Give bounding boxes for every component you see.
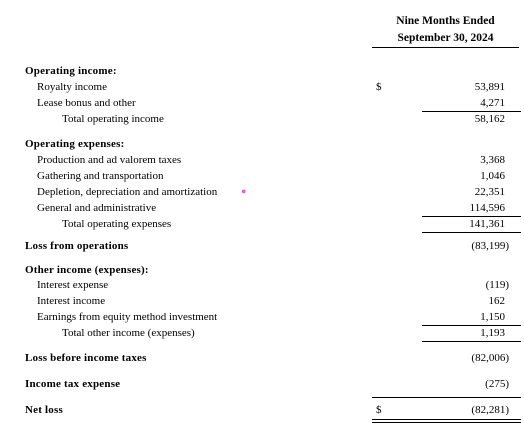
table-row-total-other-income: [0, 325, 524, 341]
column-header-date: September 30, 2024: [372, 30, 519, 48]
row-value: 114,596: [469, 202, 505, 214]
row-value: 162: [488, 295, 505, 307]
row-label: Total operating expenses: [62, 218, 172, 230]
table-row: [0, 277, 524, 293]
row-value: 58,162: [474, 113, 505, 125]
row-label: Depletion, depreciation and amortization: [37, 186, 218, 198]
table-row-royalty-income: [0, 79, 524, 95]
row-label: Income tax expense: [25, 378, 121, 390]
section-operating-income: [0, 63, 524, 79]
table-row-income-tax: [0, 376, 524, 392]
table-row: [0, 293, 524, 309]
row-label: Net loss: [25, 404, 63, 416]
row-value: 53,891: [474, 81, 505, 93]
subtotal-rule: [422, 232, 521, 233]
row-label: Earnings from equity method investment: [37, 311, 218, 323]
row-label: Loss from operations: [25, 240, 129, 252]
section-other-income: [0, 262, 524, 278]
row-value: 1,046: [480, 170, 505, 182]
row-label: Loss before income taxes: [25, 352, 147, 364]
currency-symbol: $: [376, 81, 382, 93]
table-row: [0, 168, 524, 184]
table-row-total-operating-expenses: [0, 216, 524, 232]
section-title: Operating expenses:: [25, 138, 125, 150]
row-label: Royalty income: [37, 81, 107, 93]
table-row-total-operating-income: [0, 111, 524, 127]
table-row: [0, 200, 524, 216]
section-title: Operating income:: [25, 65, 117, 77]
row-label: Lease bonus and other: [37, 97, 136, 109]
row-value: (83,199): [471, 240, 509, 252]
table-row: [0, 309, 524, 325]
row-value: 1,193: [480, 327, 505, 339]
column-header-period: Nine Months Ended: [396, 15, 495, 27]
table-row-loss-from-operations: [0, 238, 524, 254]
row-value: (82,281): [471, 404, 509, 416]
row-value: 4,271: [480, 97, 505, 109]
row-label: Production and ad valorem taxes: [37, 154, 182, 166]
row-value: 1,150: [480, 311, 505, 323]
row-label: Interest income: [37, 295, 106, 307]
row-value: 22,351: [474, 186, 505, 198]
section-title: Other income (expenses):: [25, 264, 149, 276]
row-value: (275): [485, 378, 509, 390]
row-label: Interest expense: [37, 279, 109, 291]
table-row: [0, 152, 524, 168]
row-value: 141,361: [469, 218, 505, 230]
section-operating-expenses: [0, 136, 524, 152]
row-label: Total other income (expenses): [62, 327, 195, 339]
row-label: Gathering and transportation: [37, 170, 164, 182]
table-row-loss-before-taxes: [0, 350, 524, 366]
table-row: [0, 184, 524, 200]
subtotal-rule: [372, 397, 521, 398]
row-label: General and administrative: [37, 202, 157, 214]
row-value: (119): [485, 279, 509, 291]
row-value: 3,368: [480, 154, 505, 166]
total-double-rule: [372, 419, 521, 423]
currency-symbol: $: [376, 404, 382, 416]
row-value: (82,006): [471, 352, 509, 364]
table-row-net-loss: [0, 402, 524, 418]
table-row-lease-bonus: [0, 95, 524, 111]
row-label: Total operating income: [62, 113, 164, 125]
marker-dot-icon: ●: [241, 186, 247, 196]
subtotal-rule: [422, 341, 521, 342]
